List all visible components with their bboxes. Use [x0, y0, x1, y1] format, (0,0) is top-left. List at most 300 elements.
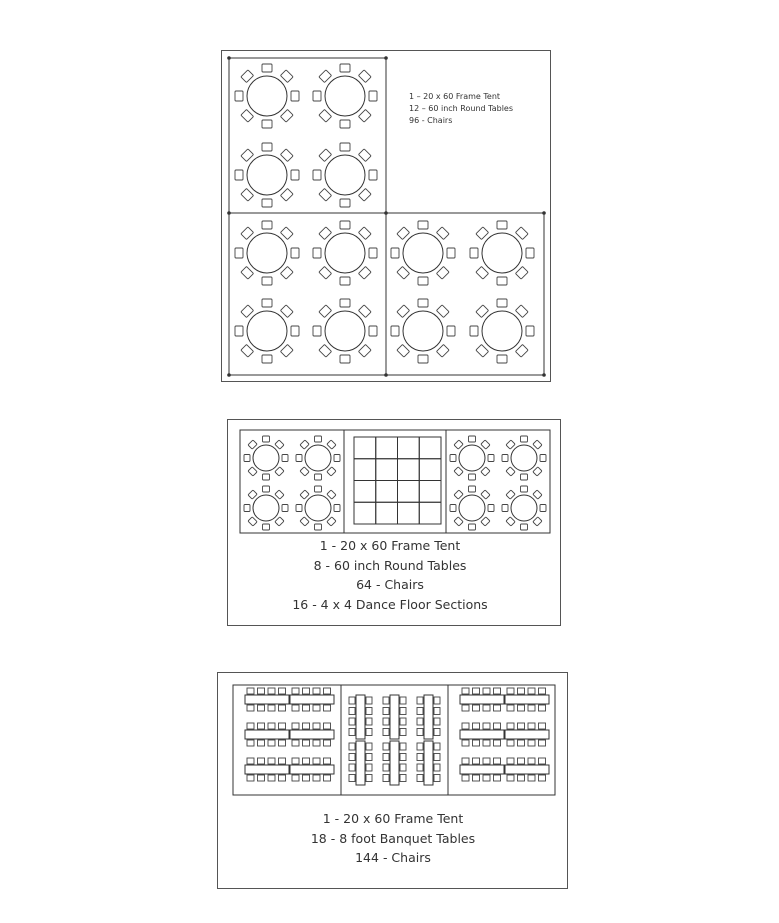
chair: [497, 221, 507, 229]
round-table: [325, 76, 365, 116]
chair: [258, 688, 265, 694]
banquet-table: [505, 765, 549, 774]
chair: [434, 754, 440, 761]
chair: [483, 775, 490, 781]
chair: [248, 517, 257, 526]
chair: [303, 723, 310, 729]
chair: [258, 758, 265, 764]
chair: [533, 517, 542, 526]
chair: [391, 248, 399, 258]
chair: [518, 705, 525, 711]
chair: [366, 775, 372, 782]
chair: [539, 740, 546, 746]
chair: [469, 486, 476, 492]
chair: [280, 344, 293, 357]
layout-2-line-1: 1 - 20 x 60 Frame Tent: [319, 538, 461, 553]
chair: [327, 440, 336, 449]
chair: [383, 729, 389, 736]
chair: [247, 758, 254, 764]
chair: [349, 743, 355, 750]
chair: [300, 467, 309, 476]
chair: [340, 277, 350, 285]
tent-pole: [542, 211, 546, 215]
chair: [262, 277, 272, 285]
layout-2-line-3: 64 - Chairs: [356, 577, 424, 592]
chair: [473, 688, 480, 694]
chair: [366, 743, 372, 750]
chair: [470, 326, 478, 336]
chair: [313, 326, 321, 336]
chair: [263, 486, 270, 492]
chair: [268, 705, 275, 711]
chair: [275, 490, 284, 499]
chair: [533, 467, 542, 476]
chair: [473, 775, 480, 781]
chair: [366, 729, 372, 736]
layout-1-line-1: 1 – 20 x 60 Frame Tent: [409, 92, 501, 101]
chair: [462, 688, 469, 694]
chair: [383, 708, 389, 715]
chair: [450, 505, 456, 512]
chair: [417, 729, 423, 736]
chair: [434, 743, 440, 750]
chair: [315, 474, 322, 480]
chair: [244, 455, 250, 462]
chair: [315, 486, 322, 492]
chair: [454, 490, 463, 499]
chair: [518, 740, 525, 746]
chair: [275, 467, 284, 476]
chair: [417, 764, 423, 771]
chair: [235, 170, 243, 180]
chair: [526, 326, 534, 336]
chair: [400, 729, 406, 736]
round-table: [482, 233, 522, 273]
chair: [313, 91, 321, 101]
chair: [241, 109, 254, 122]
layout-2-legend: [228, 536, 552, 614]
banquet-table: [245, 695, 289, 704]
chair: [473, 758, 480, 764]
chair: [291, 248, 299, 258]
chair: [279, 758, 286, 764]
dance-floor-section: [419, 502, 441, 524]
chair: [313, 170, 321, 180]
chair: [327, 490, 336, 499]
chair: [292, 723, 299, 729]
chair: [528, 688, 535, 694]
chair: [313, 705, 320, 711]
chair: [507, 740, 514, 746]
banquet-table: [424, 741, 433, 785]
chair: [469, 436, 476, 442]
chair: [262, 355, 272, 363]
banquet-table: [290, 695, 334, 704]
chair: [418, 221, 428, 229]
chair: [349, 729, 355, 736]
chair: [434, 718, 440, 725]
chair: [506, 517, 515, 526]
chair: [494, 758, 501, 764]
chair: [515, 227, 528, 240]
chair: [528, 740, 535, 746]
chair: [324, 775, 331, 781]
chair: [241, 188, 254, 201]
layout-3-legend: [218, 809, 568, 868]
dance-floor-section: [354, 437, 376, 459]
chair: [539, 705, 546, 711]
chair: [462, 723, 469, 729]
chair: [327, 467, 336, 476]
chair: [279, 688, 286, 694]
chair: [263, 436, 270, 442]
chair: [258, 705, 265, 711]
chair: [319, 70, 332, 83]
chair: [397, 305, 410, 318]
dance-floor-section: [376, 502, 398, 524]
layout-2-panel: [227, 419, 561, 626]
chair: [247, 775, 254, 781]
chair: [473, 705, 480, 711]
chair: [481, 490, 490, 499]
chair: [241, 305, 254, 318]
tent-pole: [227, 211, 231, 215]
chair: [349, 718, 355, 725]
chair: [434, 764, 440, 771]
chair: [327, 517, 336, 526]
chair: [462, 740, 469, 746]
chair: [539, 688, 546, 694]
chair: [268, 688, 275, 694]
banquet-table: [505, 695, 549, 704]
chair: [358, 344, 371, 357]
chair: [483, 705, 490, 711]
round-table: [253, 495, 279, 521]
layout-1-panel: [221, 50, 551, 382]
chair: [303, 705, 310, 711]
chair: [268, 775, 275, 781]
chair: [296, 455, 302, 462]
chair: [397, 266, 410, 279]
round-table: [247, 155, 287, 195]
chair: [417, 718, 423, 725]
chair: [247, 723, 254, 729]
chair: [383, 775, 389, 782]
tent-pole: [384, 373, 388, 377]
banquet-table: [460, 765, 504, 774]
chair: [481, 517, 490, 526]
chair: [279, 705, 286, 711]
chair: [300, 490, 309, 499]
chair: [383, 697, 389, 704]
chair: [436, 344, 449, 357]
chair: [280, 227, 293, 240]
tent-outline: [240, 430, 550, 533]
chair: [507, 775, 514, 781]
chair: [358, 266, 371, 279]
round-table: [403, 311, 443, 351]
chair: [303, 758, 310, 764]
chair: [340, 143, 350, 151]
chair: [521, 486, 528, 492]
chair: [340, 120, 350, 128]
chair: [292, 688, 299, 694]
chair: [235, 91, 243, 101]
chair: [349, 764, 355, 771]
dance-floor-section: [419, 481, 441, 503]
round-table: [459, 495, 485, 521]
chair: [262, 221, 272, 229]
banquet-table: [356, 695, 365, 739]
chair: [515, 344, 528, 357]
chair: [324, 758, 331, 764]
chair: [533, 490, 542, 499]
chair: [383, 743, 389, 750]
chair: [400, 718, 406, 725]
banquet-table: [424, 695, 433, 739]
chair: [303, 688, 310, 694]
chair: [235, 248, 243, 258]
round-table: [325, 311, 365, 351]
chair: [417, 697, 423, 704]
dance-floor-section: [398, 481, 420, 503]
chair: [436, 305, 449, 318]
banquet-table: [505, 730, 549, 739]
chair: [279, 740, 286, 746]
chair: [502, 505, 508, 512]
chair: [262, 64, 272, 72]
chair: [507, 688, 514, 694]
chair: [383, 718, 389, 725]
chair: [473, 723, 480, 729]
chair: [334, 455, 340, 462]
chair: [447, 248, 455, 258]
chair: [494, 775, 501, 781]
chair: [462, 775, 469, 781]
chair: [539, 723, 546, 729]
chair: [313, 775, 320, 781]
chair: [319, 227, 332, 240]
chair: [400, 743, 406, 750]
banquet-table: [245, 730, 289, 739]
round-table: [305, 445, 331, 471]
chair: [418, 355, 428, 363]
chair: [469, 524, 476, 530]
chair: [275, 440, 284, 449]
chair: [434, 775, 440, 782]
chair: [417, 775, 423, 782]
chair: [340, 199, 350, 207]
chair: [497, 299, 507, 307]
chair: [292, 740, 299, 746]
round-table: [511, 445, 537, 471]
chair: [313, 688, 320, 694]
chair: [528, 758, 535, 764]
layout-1-line-2: 12 – 60 inch Round Tables: [409, 104, 514, 113]
chair: [366, 697, 372, 704]
chair: [518, 723, 525, 729]
chair: [263, 474, 270, 480]
chair: [540, 505, 546, 512]
chair: [248, 467, 257, 476]
chair: [518, 688, 525, 694]
chair: [358, 70, 371, 83]
chair: [369, 170, 377, 180]
chair: [507, 758, 514, 764]
chair: [518, 758, 525, 764]
layout-1-line-3: 96 - Chairs: [409, 116, 453, 125]
chair: [400, 775, 406, 782]
layout-2-line-4: 16 - 4 x 4 Dance Floor Sections: [292, 596, 488, 612]
banquet-table: [460, 695, 504, 704]
chair: [539, 758, 546, 764]
chair: [313, 723, 320, 729]
chair: [241, 70, 254, 83]
chair: [515, 266, 528, 279]
chair: [515, 305, 528, 318]
round-table: [403, 233, 443, 273]
chair: [417, 708, 423, 715]
chair: [279, 723, 286, 729]
chair: [369, 91, 377, 101]
dance-floor-section: [376, 481, 398, 503]
chair: [483, 740, 490, 746]
banquet-table: [245, 765, 289, 774]
chair: [349, 754, 355, 761]
chair: [282, 505, 288, 512]
banquet-table: [356, 741, 365, 785]
chair: [280, 149, 293, 162]
chair: [313, 248, 321, 258]
chair: [454, 440, 463, 449]
chair: [383, 764, 389, 771]
chair: [258, 723, 265, 729]
chair: [268, 740, 275, 746]
chair: [447, 326, 455, 336]
chair: [358, 305, 371, 318]
chair: [262, 299, 272, 307]
chair: [315, 436, 322, 442]
chair: [349, 775, 355, 782]
chair: [476, 305, 489, 318]
chair: [291, 326, 299, 336]
chair: [280, 188, 293, 201]
chair: [319, 266, 332, 279]
tent-pole: [227, 56, 231, 60]
chair: [319, 305, 332, 318]
chair: [533, 440, 542, 449]
chair: [494, 723, 501, 729]
dance-floor-section: [419, 437, 441, 459]
chair: [313, 740, 320, 746]
chair: [521, 474, 528, 480]
chair: [450, 455, 456, 462]
chair: [470, 248, 478, 258]
chair: [521, 524, 528, 530]
chair: [454, 517, 463, 526]
chair: [462, 705, 469, 711]
chair: [280, 305, 293, 318]
dance-floor-section: [354, 459, 376, 481]
chair: [528, 723, 535, 729]
chair: [417, 743, 423, 750]
chair: [292, 705, 299, 711]
tent-pole: [384, 211, 388, 215]
layout-3-line-3: 144 - Chairs: [355, 850, 431, 865]
chair: [262, 120, 272, 128]
chair: [303, 775, 310, 781]
chair: [244, 505, 250, 512]
chair: [366, 754, 372, 761]
chair: [434, 729, 440, 736]
chair: [300, 440, 309, 449]
chair: [248, 490, 257, 499]
layout-1-legend: [409, 91, 513, 127]
chair: [324, 723, 331, 729]
chair: [319, 344, 332, 357]
chair: [258, 775, 265, 781]
chair: [291, 170, 299, 180]
chair: [454, 467, 463, 476]
dance-floor-section: [354, 481, 376, 503]
chair: [391, 326, 399, 336]
chair: [502, 455, 508, 462]
banquet-table: [390, 741, 399, 785]
banquet-table: [290, 765, 334, 774]
dance-floor-section: [419, 459, 441, 481]
chair: [528, 775, 535, 781]
chair: [358, 227, 371, 240]
chair: [247, 705, 254, 711]
layout-2-line-2: 8 - 60 inch Round Tables: [313, 557, 467, 573]
tent-pole: [227, 373, 231, 377]
chair: [319, 109, 332, 122]
chair: [366, 764, 372, 771]
chair: [324, 688, 331, 694]
chair: [369, 326, 377, 336]
chair: [476, 344, 489, 357]
chair: [241, 344, 254, 357]
chair: [292, 775, 299, 781]
chair: [506, 490, 515, 499]
chair: [366, 718, 372, 725]
dance-floor-section: [354, 502, 376, 524]
chair: [507, 723, 514, 729]
chair: [280, 70, 293, 83]
chair: [349, 697, 355, 704]
round-table: [253, 445, 279, 471]
banquet-table: [460, 730, 504, 739]
round-table: [325, 233, 365, 273]
chair: [418, 277, 428, 285]
chair: [539, 775, 546, 781]
layout-3-line-1: 1 - 20 x 60 Frame Tent: [322, 811, 464, 826]
tent-pole: [542, 373, 546, 377]
chair: [340, 221, 350, 229]
chair: [280, 266, 293, 279]
chair: [315, 524, 322, 530]
chair: [358, 188, 371, 201]
chair: [340, 355, 350, 363]
chair: [436, 266, 449, 279]
chair: [324, 705, 331, 711]
chair: [400, 754, 406, 761]
chair: [291, 91, 299, 101]
chair: [247, 688, 254, 694]
round-table: [482, 311, 522, 351]
chair: [418, 299, 428, 307]
chair: [476, 227, 489, 240]
